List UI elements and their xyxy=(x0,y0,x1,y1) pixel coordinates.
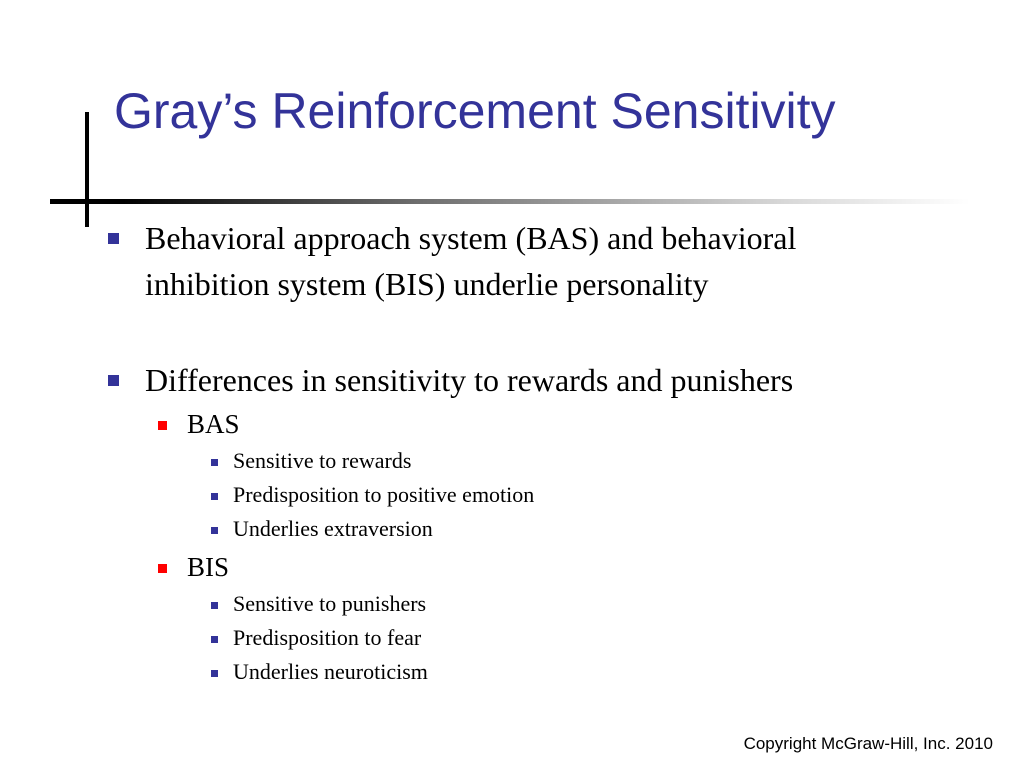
sub-sub-bullet-item xyxy=(233,587,426,621)
title-divider-line xyxy=(50,199,970,204)
bullet-text: inhibition system (BIS) underlie personality xyxy=(145,266,709,302)
bullet-text: Differences in sensitivity to rewards and punishers xyxy=(145,362,794,398)
bullet-item-continuation xyxy=(145,261,708,307)
square-bullet-icon xyxy=(158,564,167,573)
square-bullet-icon xyxy=(211,602,218,609)
bullet-item xyxy=(145,215,796,261)
sub-sub-bullet-text: Predisposition to positive emotion xyxy=(233,482,535,507)
square-bullet-icon xyxy=(211,493,218,500)
sub-bullet-text: BAS xyxy=(187,409,240,439)
square-bullet-icon xyxy=(108,233,119,244)
sub-sub-bullet-item xyxy=(233,512,433,546)
vertical-accent-line xyxy=(85,112,89,227)
bullet-item xyxy=(145,357,793,403)
sub-sub-bullet-text: Sensitive to punishers xyxy=(233,591,427,616)
sub-sub-bullet-item xyxy=(233,444,411,478)
square-bullet-icon xyxy=(108,375,119,386)
sub-bullet-item xyxy=(187,550,229,584)
sub-sub-bullet-text: Sensitive to rewards xyxy=(233,448,412,473)
sub-sub-bullet-item xyxy=(233,655,428,689)
sub-sub-bullet-item xyxy=(233,621,421,655)
sub-bullet-item xyxy=(187,407,240,441)
square-bullet-icon xyxy=(211,459,218,466)
sub-sub-bullet-text: Underlies extraversion xyxy=(233,516,433,541)
bullet-text: Behavioral approach system (BAS) and behavioral xyxy=(145,220,797,256)
sub-sub-bullet-item xyxy=(233,478,534,512)
slide-title: Gray’s Reinforcement Sensitivity xyxy=(114,83,836,139)
square-bullet-icon xyxy=(211,670,218,677)
square-bullet-icon xyxy=(211,527,218,534)
square-bullet-icon xyxy=(211,636,218,643)
sub-bullet-text: BIS xyxy=(187,552,230,582)
square-bullet-icon xyxy=(158,421,167,430)
copyright-footer: Copyright McGraw-Hill, Inc. 2010 xyxy=(743,734,993,753)
sub-sub-bullet-text: Underlies neuroticism xyxy=(233,659,428,684)
sub-sub-bullet-text: Predisposition to fear xyxy=(233,625,422,650)
